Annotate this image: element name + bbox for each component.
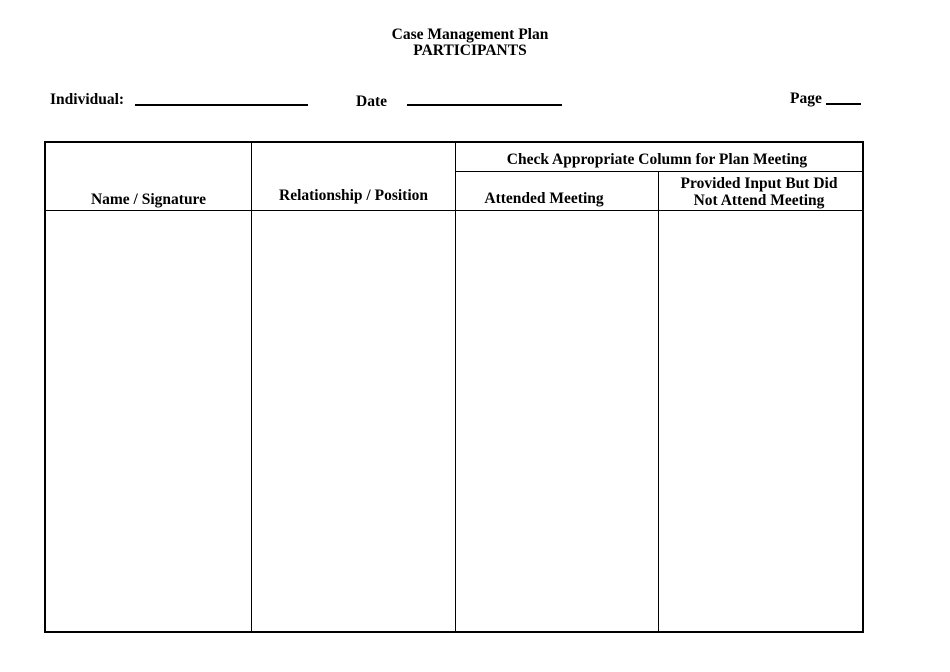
individual-field[interactable] <box>135 104 308 106</box>
header-line: Provided Input But Did <box>680 175 838 192</box>
column-header-relationship: Relationship / Position <box>279 187 428 204</box>
table-border-right <box>862 141 864 633</box>
header-divider <box>45 210 863 211</box>
column-header-provided-input <box>659 175 859 209</box>
page-field[interactable] <box>826 103 861 105</box>
header-line: Not Attend Meeting <box>693 192 825 209</box>
group-header: Check Appropriate Column for Plan Meeting <box>506 151 808 168</box>
group-header-divider <box>455 171 863 172</box>
table-body-entry-area[interactable] <box>46 212 862 631</box>
subtitle: PARTICIPANTS <box>413 42 527 59</box>
title: Case Management Plan <box>391 26 549 43</box>
date-label: Date <box>356 93 387 110</box>
column-header-name: Name / Signature <box>90 191 207 208</box>
page-label: Page <box>790 90 822 107</box>
individual-label: Individual: <box>50 91 125 108</box>
column-header-attended: Attended Meeting <box>484 190 604 207</box>
document-title <box>0 27 940 59</box>
date-field[interactable] <box>407 104 562 106</box>
